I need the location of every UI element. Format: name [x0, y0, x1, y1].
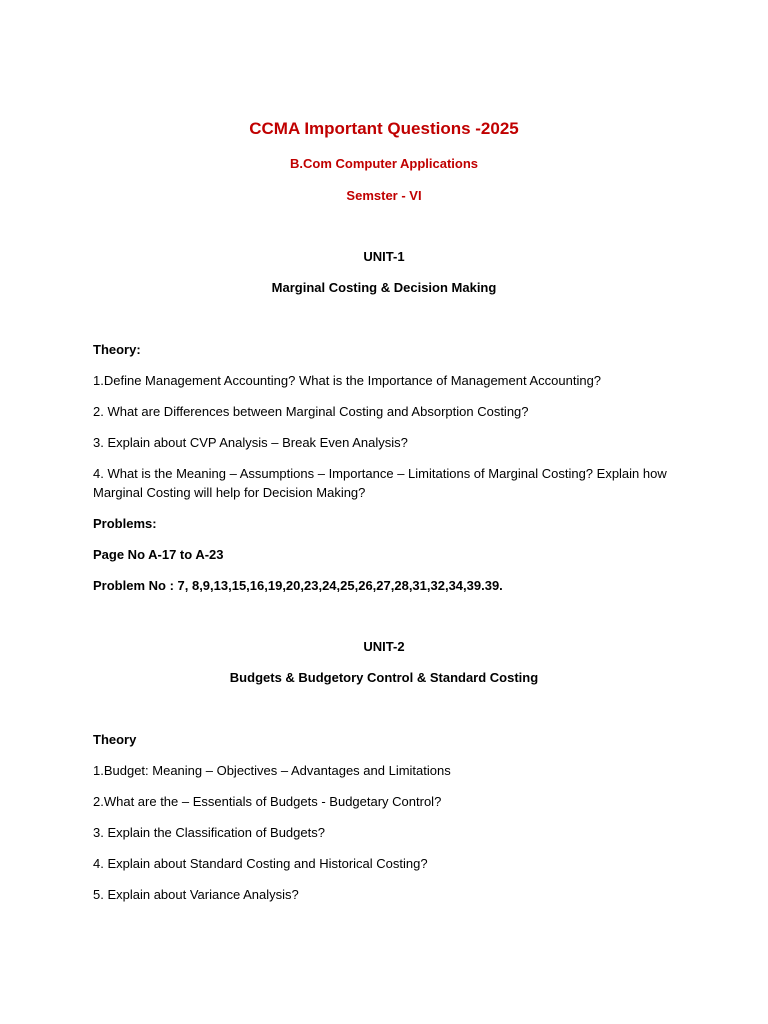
unit2-question: 5. Explain about Variance Analysis?: [93, 887, 299, 902]
unit1-question: 1.Define Management Accounting? What is the Importance of Management Accounting?: [93, 373, 602, 388]
unit1-problem-numbers: Problem No : 7, 8,9,13,15,16,19,20,23,24,25,26,27,28,31,32,34,39.39.: [93, 578, 503, 593]
unit2-theory-label: Theory: [93, 732, 137, 747]
course-name: B.Com Computer Applications: [289, 156, 479, 171]
unit1-subject: Marginal Costing & Decision Making: [271, 280, 497, 295]
unit2-question: 4. Explain about Standard Costing and Historical Costing?: [93, 856, 428, 871]
unit2-heading: UNIT-2: [363, 639, 405, 654]
document-title: CCMA Important Questions -2025: [249, 119, 519, 138]
unit1-problems-label: Problems:: [93, 516, 157, 531]
unit1-page-reference: Page No A-17 to A-23: [93, 547, 224, 562]
unit1-question: 2. What are Differences between Marginal Costing and Absorption Costing?: [93, 404, 529, 419]
unit2-question: 2.What are the – Essentials of Budgets - Budgetary Control?: [93, 794, 442, 809]
unit2-subject: Budgets & Budgetory Control & Standard Costing: [229, 670, 539, 685]
unit2-question: 1.Budget: Meaning – Objectives – Advantages and Limitations: [93, 763, 451, 778]
semester-label: Semster - VI: [346, 188, 422, 203]
unit1-question: 4. What is the Meaning – Assumptions – Importance – Limitations of Marginal Costing? Explain how Marginal Costing will help for Decision Making?: [93, 466, 667, 500]
unit2-question: 3. Explain the Classification of Budgets?: [93, 825, 325, 840]
unit1-heading: UNIT-1: [363, 249, 405, 264]
unit1-theory-label: Theory:: [93, 342, 141, 357]
unit1-question: 3. Explain about CVP Analysis – Break Even Analysis?: [93, 435, 408, 450]
